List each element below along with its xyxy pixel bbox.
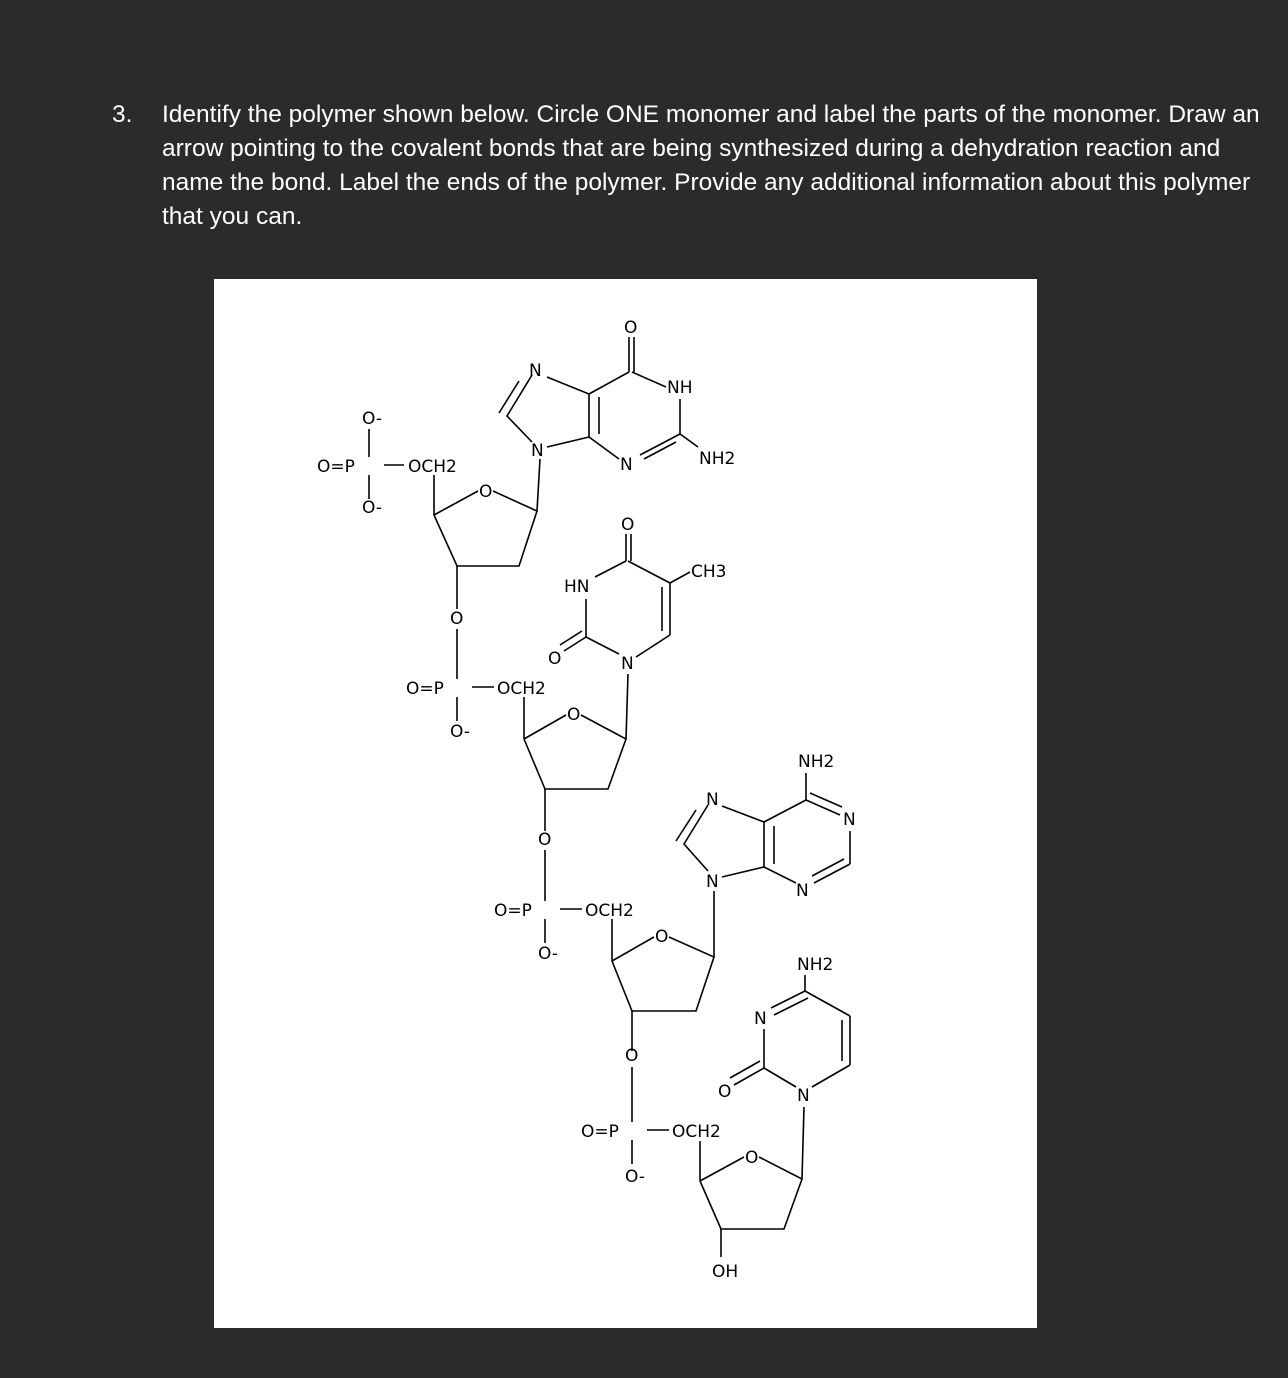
question-number: 3. bbox=[112, 101, 133, 128]
base-1-nh: NH bbox=[667, 378, 693, 398]
polymer-figure bbox=[214, 279, 1037, 1328]
terminal-3-oh: OH bbox=[712, 1262, 739, 1282]
base-1-nh2: NH2 bbox=[699, 449, 736, 469]
phosphate-1-och2: OCH2 bbox=[408, 457, 457, 477]
base-1-carbonyl-o: O bbox=[624, 318, 638, 338]
nucleotide-4 bbox=[581, 955, 850, 1282]
phosphate-2-o-bottom: O- bbox=[450, 722, 470, 742]
base-3-n9: N bbox=[706, 872, 719, 892]
base-3-n3: N bbox=[796, 881, 809, 901]
dna-structure-diagram bbox=[214, 279, 1037, 1328]
base-4-nh2: NH2 bbox=[797, 955, 834, 975]
sugar-3-ring-o: O bbox=[655, 927, 669, 947]
base-4-o: O bbox=[718, 1082, 732, 1102]
link-3-o: O bbox=[625, 1046, 639, 1066]
phosphate-1-o-top: O- bbox=[362, 409, 382, 429]
base-4-n3: N bbox=[754, 1009, 767, 1029]
nucleotide-1 bbox=[317, 318, 735, 609]
phosphate-2-och2: OCH2 bbox=[497, 679, 546, 699]
base-3-n7: N bbox=[706, 790, 719, 810]
sugar-1-ring-o: O bbox=[479, 482, 493, 502]
nucleotide-3 bbox=[494, 752, 856, 1051]
phosphate-1-o-bottom: O- bbox=[362, 498, 382, 518]
nucleotide-2 bbox=[406, 515, 726, 831]
sugar-2-ring-o: O bbox=[567, 705, 581, 725]
base-2-n1: N bbox=[621, 654, 634, 674]
phosphate-3-och2: OCH2 bbox=[585, 901, 634, 921]
phosphate-4-och2: OCH2 bbox=[672, 1122, 721, 1142]
base-1-n7: N bbox=[529, 361, 542, 381]
question bbox=[112, 98, 1262, 234]
base-3-n1: N bbox=[843, 810, 856, 830]
phosphate-4-core: O=P bbox=[581, 1122, 619, 1142]
base-1-n9: N bbox=[531, 441, 544, 461]
base-2-o-left: O bbox=[548, 649, 562, 669]
base-2-o-top: O bbox=[621, 515, 635, 535]
sugar-4-ring-o: O bbox=[745, 1148, 759, 1168]
link-1-o: O bbox=[450, 609, 464, 629]
link-2-o: O bbox=[538, 830, 552, 850]
phosphate-3-core: O=P bbox=[494, 901, 532, 921]
base-3-nh2: NH2 bbox=[798, 752, 835, 772]
phosphate-3-o-bottom: O- bbox=[538, 944, 558, 964]
phosphate-4-o-bottom: O- bbox=[625, 1167, 645, 1187]
phosphate-1-core: O=P bbox=[317, 457, 355, 477]
phosphate-2-core: O=P bbox=[406, 679, 444, 699]
base-1-n3: N bbox=[620, 455, 633, 475]
question-text: Identify the polymer shown below. Circle ONE monomer and label the parts of the monomer. Draw an arrow pointing to the covalent bonds that are being synthesized during a dehydration reaction and name the bond. Label the ends of the polymer. Provide any additional information about this polymer that you can. bbox=[162, 101, 1260, 230]
base-2-hn: HN bbox=[564, 577, 590, 597]
base-4-n1: N bbox=[797, 1086, 810, 1106]
base-2-ch3: CH3 bbox=[691, 562, 727, 582]
